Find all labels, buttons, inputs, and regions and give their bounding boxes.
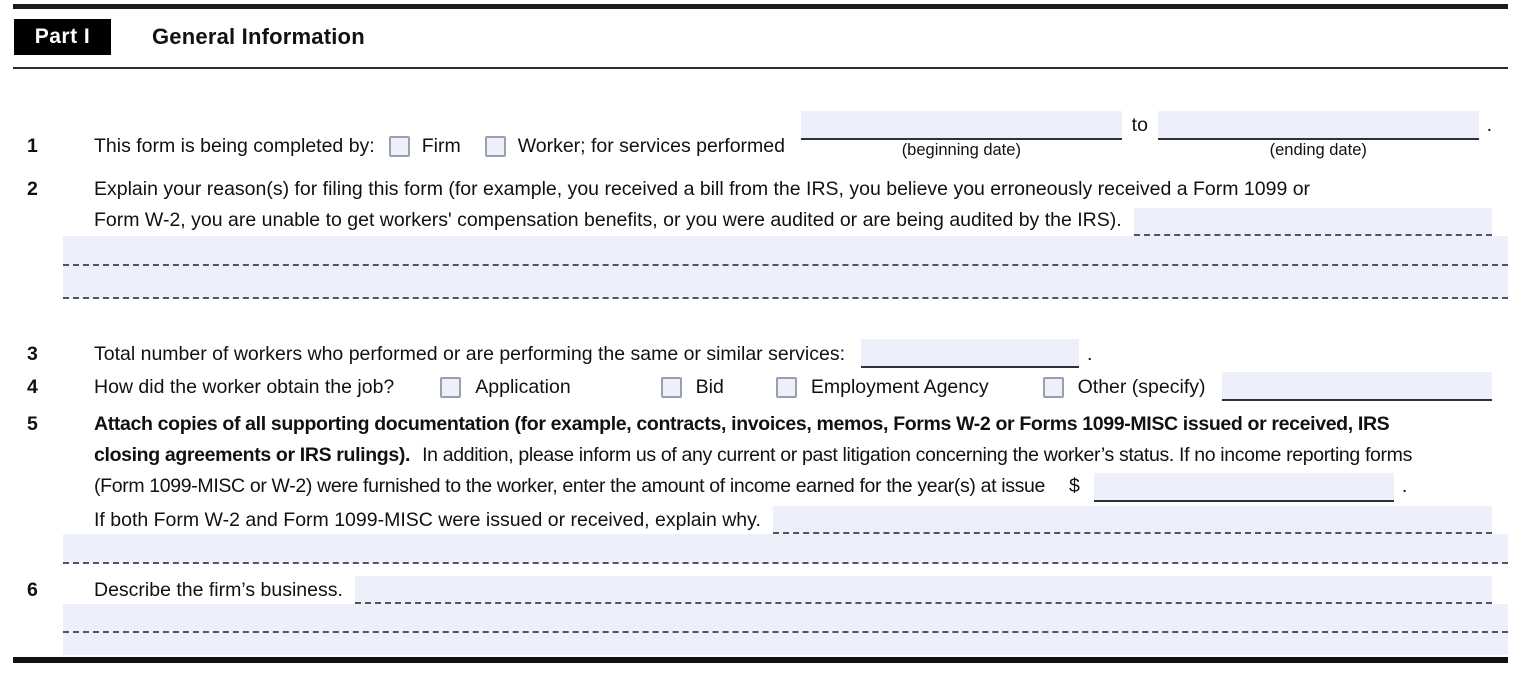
item-2-number: 2 (27, 178, 38, 200)
employment-agency-checkbox[interactable] (776, 377, 797, 398)
item-3-period: . (1087, 343, 1093, 365)
ending-date-label: (ending date) (1269, 141, 1367, 159)
item-5-regular-line2: In addition, please inform us of any current or past litigation concerning the worker’s status. If no income reporting forms (422, 444, 1412, 466)
item-6-label: Describe the firm’s business. (94, 579, 343, 601)
item-1-label: This form is being completed by: (94, 135, 375, 157)
beginning-date-input[interactable] (801, 111, 1122, 140)
header-rule (13, 67, 1508, 69)
other-specify-input[interactable] (1222, 372, 1493, 401)
part-label-box: Part I (14, 19, 111, 55)
item-1-period: . (1486, 114, 1493, 136)
application-checkbox[interactable] (440, 377, 461, 398)
item-4-row (27, 372, 1492, 401)
income-amount-input[interactable] (1094, 473, 1394, 502)
firm-business-input-inline[interactable] (355, 576, 1492, 604)
item-5-row-line3 (27, 471, 1492, 502)
application-checkbox-label: Application (475, 376, 571, 398)
beginning-date-group (801, 111, 1122, 160)
item-5-period: . (1401, 475, 1408, 497)
bottom-border-bar (13, 657, 1508, 663)
item-2-text-line2: Form W-2, you are unable to get workers' compensation benefits, or you were audited or are being audited by the IRS). (94, 209, 1122, 231)
other-checkbox[interactable] (1043, 377, 1064, 398)
item-1-number: 1 (27, 135, 38, 157)
part-header (14, 18, 1536, 56)
item-2-text-line1: Explain your reason(s) for filing this form (for example, you received a bill from the IRS, you believe you erroneously received a Form 1099 or (94, 178, 1311, 200)
to-label: to (1131, 114, 1148, 136)
part-title: General Information (152, 24, 365, 49)
item-3-row (27, 339, 1492, 368)
item-2-answer-line-2[interactable] (63, 266, 1508, 299)
item-4-number: 4 (27, 376, 38, 398)
item-5-followup-label: If both Form W-2 and Form 1099-MISC were issued or received, explain why. (94, 509, 761, 531)
item-5-row (27, 409, 1492, 440)
item-5-followup-row (27, 506, 1492, 534)
item-5-bold-line2: closing agreements or IRS rulings). (94, 444, 411, 466)
item-1-row (27, 111, 1492, 160)
employment-agency-checkbox-label: Employment Agency (810, 376, 989, 398)
worker-checkbox[interactable] (485, 136, 506, 157)
item-5-bold-line1: Attach copies of all supporting documentation (for example, contracts, invoices, memos, Forms W-2 or Forms 1099-MISC issued or received, IRS (94, 413, 1390, 435)
firm-business-answer-line-2[interactable] (63, 633, 1508, 655)
item-2-answer-line-1[interactable] (63, 236, 1508, 266)
item-3-number: 3 (27, 343, 38, 365)
item-6-number: 6 (27, 579, 38, 601)
dollar-sign-label: $ (1069, 475, 1080, 497)
item-6-row (27, 576, 1492, 604)
bid-checkbox-label: Bid (695, 376, 724, 398)
top-border-bar (13, 4, 1508, 9)
firm-business-answer-line-1[interactable] (63, 604, 1508, 633)
firm-checkbox[interactable] (389, 136, 410, 157)
item-4-label: How did the worker obtain the job? (94, 376, 395, 398)
total-workers-input[interactable] (861, 339, 1079, 368)
other-checkbox-label: Other (specify) (1077, 376, 1206, 398)
bid-checkbox[interactable] (661, 377, 682, 398)
item-3-label: Total number of workers who performed or are performing the same or similar services: (94, 343, 846, 365)
item-2-row (27, 174, 1492, 205)
item-5-regular-line3: (Form 1099-MISC or W-2) were furnished to the worker, enter the amount of income earned for the year(s) at issue (94, 475, 1046, 497)
explain-why-input-inline[interactable] (773, 506, 1492, 534)
item-5-row-line2 (27, 440, 1492, 471)
item-2-answer-input-inline[interactable] (1134, 208, 1492, 236)
firm-checkbox-label: Firm (421, 135, 461, 157)
item-2-row-line2 (27, 205, 1492, 236)
explain-why-answer-line[interactable] (63, 534, 1508, 564)
item-5-number: 5 (27, 413, 38, 435)
ending-date-group (1158, 111, 1479, 160)
beginning-date-label: (beginning date) (901, 141, 1021, 159)
ending-date-input[interactable] (1158, 111, 1479, 140)
worker-checkbox-label: Worker; for services performed (517, 135, 785, 157)
